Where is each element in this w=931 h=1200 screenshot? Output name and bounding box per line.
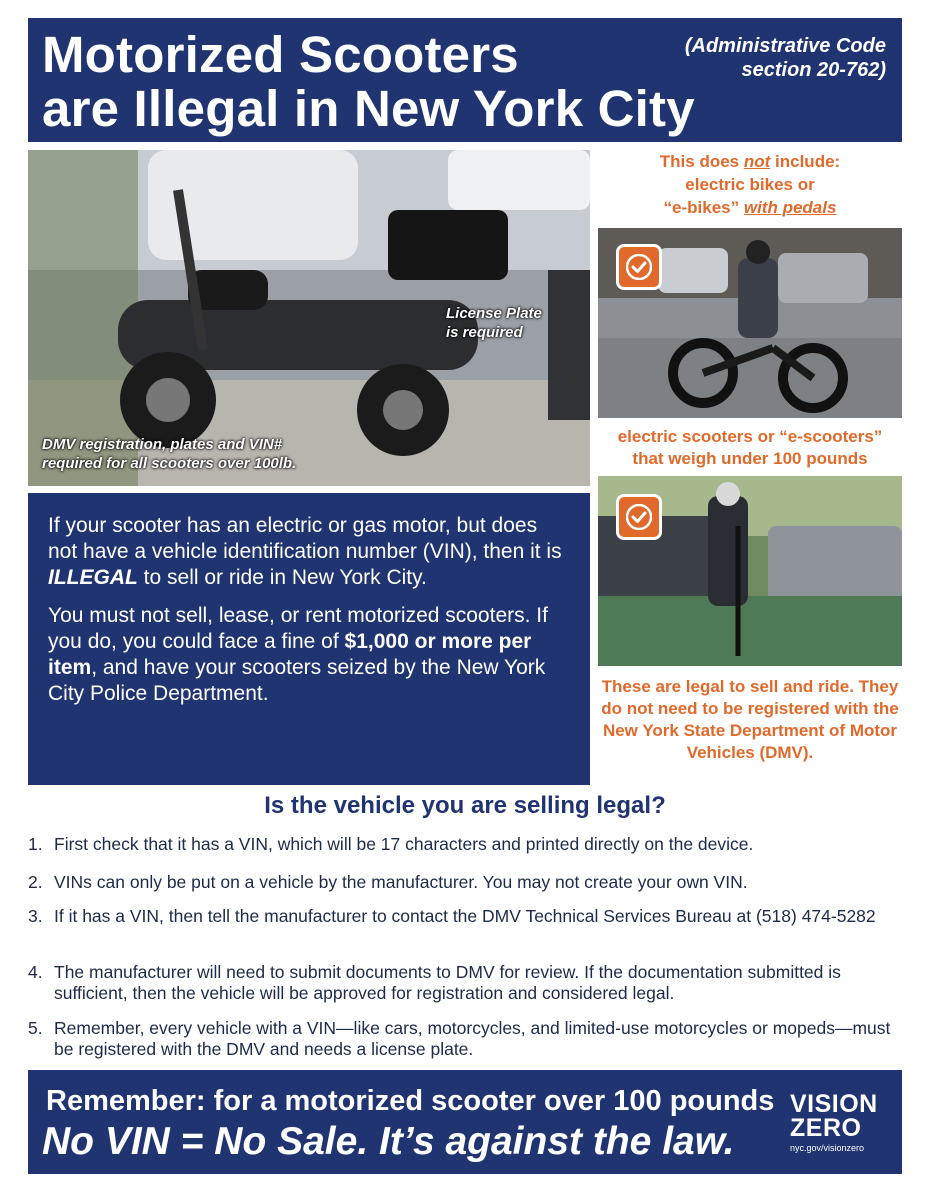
vin-paragraph bbox=[48, 513, 570, 591]
step-number: 1. bbox=[28, 834, 43, 854]
fine-paragraph-start: You must not sell, lease, or rent motorized scooters. If you do, you could face a fine of bbox=[48, 604, 548, 653]
step-number: 4. bbox=[28, 962, 43, 982]
ebike-line: electric bikes or bbox=[685, 175, 815, 194]
page-title bbox=[42, 28, 722, 136]
logo-url: nyc.gov/visionzero bbox=[790, 1143, 865, 1153]
not-emphasis: not bbox=[743, 152, 771, 171]
ebike-photo bbox=[598, 228, 902, 418]
footer-banner bbox=[28, 1070, 902, 1174]
ebike-quote: “e-bikes” bbox=[663, 198, 744, 217]
vin-paragraph-start: If your scooter has an electric or gas motor, but does not have a vehicle identification number (VIN), then it is bbox=[48, 514, 562, 563]
with-pedals-emphasis: with pedals bbox=[743, 198, 837, 217]
illegal-emphasis: ILLEGAL bbox=[48, 566, 138, 589]
step-number: 2. bbox=[28, 872, 43, 892]
step-number: 5. bbox=[28, 1018, 43, 1038]
footer-reminder: Remember: for a motorized scooter over 100 pounds bbox=[46, 1085, 775, 1117]
list-item bbox=[28, 872, 902, 893]
dmv-caption-line-2: required for all scooters over 100lb. bbox=[42, 455, 297, 472]
exception-heading-end: include: bbox=[770, 152, 841, 171]
scooter-photo bbox=[28, 150, 590, 486]
license-plate-caption-line-2: is required bbox=[446, 324, 523, 341]
escooter-line-2: that weigh under 100 pounds bbox=[632, 449, 868, 468]
dmv-caption bbox=[42, 435, 372, 473]
title-line-2: are Illegal in New York City bbox=[42, 80, 695, 137]
escooter-photo bbox=[598, 476, 902, 666]
step-text: If it has a VIN, then tell the manufacturer to contact the DMV Technical Services Bureau at (518) 474-5282 bbox=[54, 906, 876, 926]
fine-paragraph-end: , and have your scooters seized by the New York City Police Department. bbox=[48, 656, 546, 705]
step-text: The manufacturer will need to submit documents to DMV for review. If the documentation submitted is sufficient, then the vehicle will be approved for registration and considered legal. bbox=[54, 962, 841, 1003]
fine-paragraph bbox=[48, 603, 570, 707]
exception-heading-start: This does bbox=[659, 152, 744, 171]
vin-paragraph-end: to sell or ride in New York City. bbox=[137, 566, 427, 589]
legal-question-heading: Is the vehicle you are selling legal? bbox=[264, 792, 666, 819]
fine-amount: $1,000 or more per item bbox=[48, 630, 532, 679]
illegal-explanation-box bbox=[28, 493, 590, 785]
vision-zero-logo bbox=[790, 1092, 890, 1154]
license-plate-caption-line-1: License Plate bbox=[446, 305, 542, 322]
license-plate-caption bbox=[446, 304, 586, 342]
list-item bbox=[28, 962, 902, 1004]
admin-code bbox=[666, 34, 886, 82]
header-banner bbox=[28, 18, 902, 142]
step-text: VINs can only be put on a vehicle by the manufacturer. You may not create your own VIN. bbox=[54, 872, 748, 892]
logo-zero: ZERO bbox=[790, 1114, 862, 1142]
list-item bbox=[28, 834, 902, 855]
escooter-heading bbox=[598, 426, 902, 470]
list-item bbox=[28, 1018, 902, 1060]
step-text: Remember, every vehicle with a VIN—like cars, motorcycles, and limited-use motorcycles or mopeds—must be registered with the DMV and needs a license plate. bbox=[54, 1018, 891, 1059]
step-number: 3. bbox=[28, 906, 43, 926]
admin-code-line-2: section 20-762) bbox=[741, 59, 886, 81]
footer-slogan: No VIN = No Sale. It’s against the law. bbox=[42, 1120, 735, 1163]
admin-code-line-1: (Administrative Code bbox=[684, 35, 886, 57]
escooter-line-1: electric scooters or “e-scooters” bbox=[617, 427, 883, 446]
checkmark-icon bbox=[616, 494, 662, 540]
step-text: First check that it has a VIN, which will be 17 characters and printed directly on the device. bbox=[54, 834, 754, 854]
list-item bbox=[28, 906, 902, 927]
exception-heading bbox=[598, 150, 902, 219]
logo-vision: VISION bbox=[790, 1090, 878, 1118]
legal-note: These are legal to sell and ride. They do not need to be registered with the New York State Department of Motor Vehicles (DMV). bbox=[601, 677, 899, 762]
title-line-1: Motorized Scooters bbox=[42, 26, 519, 83]
checkmark-icon bbox=[616, 244, 662, 290]
dmv-caption-line-1: DMV registration, plates and VIN# bbox=[42, 436, 283, 453]
